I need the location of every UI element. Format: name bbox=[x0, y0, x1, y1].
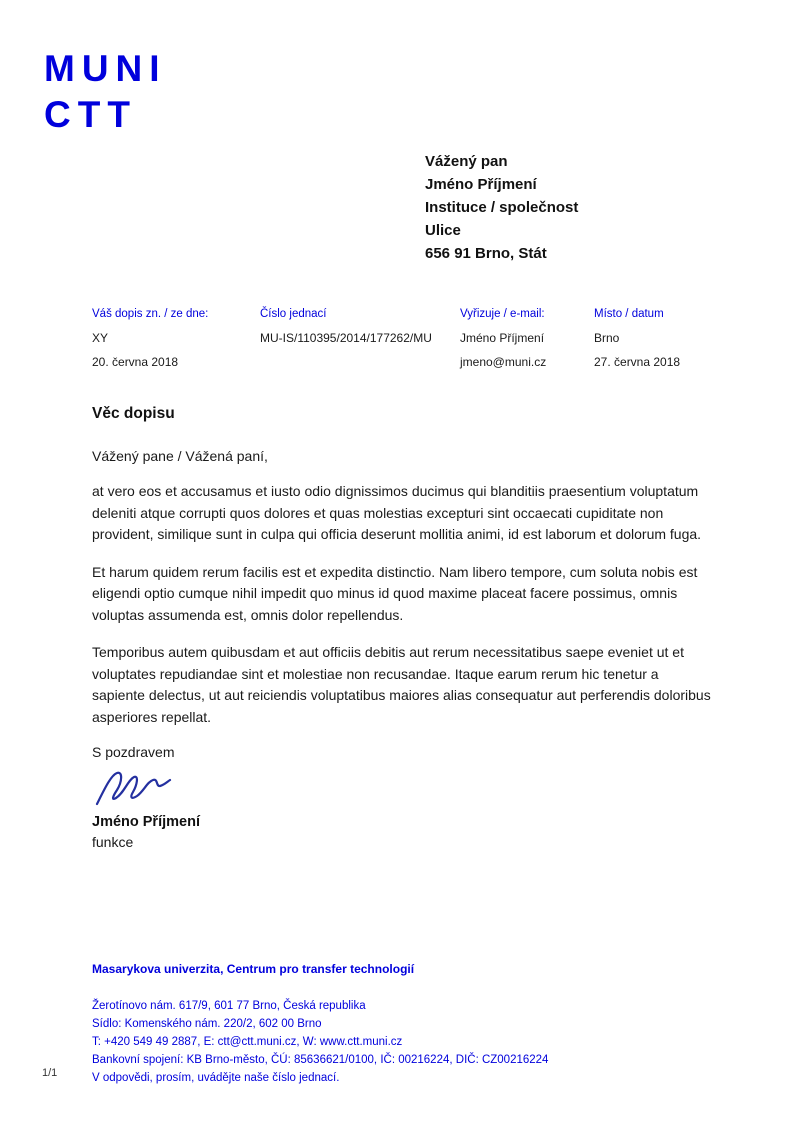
letter-body bbox=[92, 405, 714, 850]
recipient-salutation-line: Vážený pan bbox=[425, 153, 508, 170]
muni-logo-text: MUNI bbox=[44, 48, 167, 89]
reference-value: XY bbox=[92, 331, 109, 345]
signer-role: funkce bbox=[92, 834, 134, 850]
reference-col-your-letter bbox=[92, 308, 208, 379]
footer-seat-line: Sídlo: Komenského nám. 220/2, 602 00 Brno bbox=[92, 1018, 322, 1030]
reference-value: 20. června 2018 bbox=[92, 355, 179, 369]
recipient-name-line: Jméno Příjmení bbox=[425, 176, 537, 193]
reference-value: MU-IS/110395/2014/177262/MU bbox=[260, 331, 432, 345]
letter-closing: S pozdravem bbox=[92, 744, 175, 760]
recipient-city-line: 656 91 Brno, Stát bbox=[425, 245, 547, 262]
footer-reply-note-line: V odpovědi, prosím, uvádějte naše číslo jednací. bbox=[92, 1072, 340, 1084]
ctt-logo-text: CTT bbox=[44, 94, 137, 135]
reference-value: Jméno Příjmení bbox=[460, 331, 545, 345]
signature-stroke-icon bbox=[94, 768, 172, 810]
reference-label: Vyřizuje / e-mail: bbox=[460, 308, 545, 320]
recipient-address-block bbox=[425, 150, 578, 265]
signature-image bbox=[94, 768, 714, 810]
footer-organization: Masarykova univerzita, Centrum pro transfer technologií bbox=[92, 962, 415, 976]
reference-col-handled-by bbox=[460, 308, 546, 379]
reference-col-file-number bbox=[260, 308, 432, 355]
reference-value: jmeno@muni.cz bbox=[460, 355, 547, 369]
letter-salutation: Vážený pane / Vážená paní, bbox=[92, 448, 268, 464]
reference-label: Číslo jednací bbox=[260, 308, 327, 320]
letter-footer bbox=[92, 960, 732, 1087]
recipient-street-line: Ulice bbox=[425, 222, 461, 239]
footer-address-line: Žerotínovo nám. 617/9, 601 77 Brno, Česká republika bbox=[92, 1000, 366, 1012]
body-paragraph: Et harum quidem rerum facilis est et expedita distinctio. Nam libero tempore, cum soluta nobis est eligendi optio cumque nihil impedit quo minus id quod maxime placeat facere possimus, omnis voluptas assumenda est, omnis dolor repellendus. bbox=[92, 563, 698, 623]
reference-row bbox=[92, 308, 722, 378]
muni-ctt-logo bbox=[44, 50, 167, 133]
letter-subject: Věc dopisu bbox=[92, 405, 175, 422]
signer-name: Jméno Příjmení bbox=[92, 814, 200, 830]
body-paragraph: at vero eos et accusamus et iusto odio dignissimos ducimus qui blanditiis praesentium voluptatum deleniti atque corrupti quos dolores et quas molestias excepturi sint occaecati cupiditate non provident, similique sunt in culpa qui officia deserunt mollitia animi, id est laborum et dolorum fuga. bbox=[92, 483, 702, 542]
page-number: 1/1 bbox=[42, 1067, 58, 1079]
recipient-company-line: Instituce / společnost bbox=[425, 199, 579, 216]
footer-contact-line: T: +420 549 49 2887, E: ctt@ctt.muni.cz, W: www.ctt.muni.cz bbox=[92, 1036, 403, 1048]
reference-value: 27. června 2018 bbox=[594, 355, 681, 369]
reference-value: Brno bbox=[594, 331, 620, 345]
reference-label: Váš dopis zn. / ze dne: bbox=[92, 308, 209, 320]
body-paragraph: Temporibus autem quibusdam et aut officiis debitis aut rerum necessitatibus saepe eveniet ut et voluptates repudiandae sint et molestiae non recusandae. Itaque earum rerum hic tenetur a sapiente delectus, ut aut reiciendis voluptatibus maiores alias consequatur aut perferendis doloribus asperiores repellat. bbox=[92, 644, 711, 725]
footer-bank-line: Bankovní spojení: KB Brno-město, ČÚ: 85636621/0100, IČ: 00216224, DIČ: CZ00216224 bbox=[92, 1054, 549, 1066]
reference-col-place-date bbox=[594, 308, 680, 379]
reference-label: Místo / datum bbox=[594, 308, 664, 320]
